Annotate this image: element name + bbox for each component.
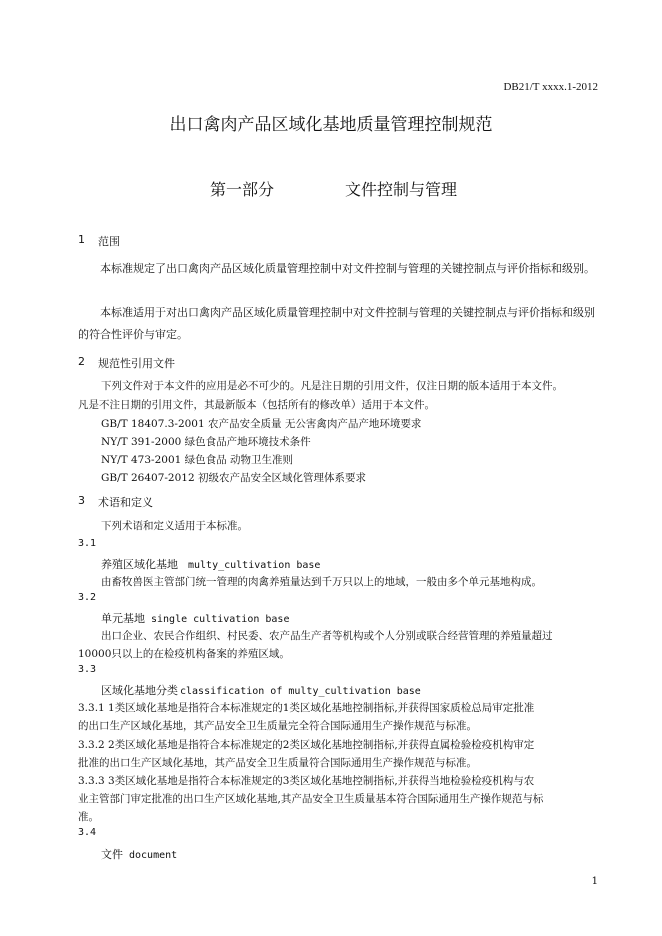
clause-3-3-3-line-1: 3.3.3 3类区域化基地是指符合本标准规定的3类区域化基地控制指标,并获得当地检验检疫机构与农: [78, 775, 535, 787]
section-3-intro: 下列术语和定义适用于本标准。: [101, 520, 248, 532]
term-3-2-number: 3.2: [78, 592, 97, 603]
page-number: 1: [591, 876, 598, 887]
section-2-paragraph-line-1: 下列文件对于本文件的应用是必不可少的。凡是注日期的引用文件，仅注日期的版本适用于本文件。: [101, 380, 563, 392]
term-3-4-number: 3.4: [78, 827, 97, 838]
reference-item: NY/T 473-2001 绿色食品 动物卫生准则: [101, 454, 293, 466]
section-2-number: 2: [78, 355, 85, 368]
reference-item: GB/T 26407-2012 初级农产品安全区域化管理体系要求: [101, 472, 366, 484]
term-3-4-name: [101, 846, 177, 862]
section-1-paragraph-1: 本标准规定了出口禽肉产品区域化质量管理控制中对文件控制与管理的关键控制点与评价指标和级别。: [100, 262, 595, 275]
term-3-1-definition: 由畜牧兽医主管部门统一管理的肉禽养殖量达到千万只以上的地域，一般由多个单元基地构成。: [101, 576, 542, 588]
section-1-paragraph-2: 本标准适用于对出口禽肉产品区域化质量管理控制中对文件控制与管理的关键控制点与评价指标和级别的符合性评价与审定。: [78, 306, 595, 341]
clause-3-3-2-line-1: 3.3.2 2类区域化基地是指符合本标准规定的2类区域化基地控制指标,并获得直属检验检疫机构审定: [78, 739, 535, 751]
clause-3-3-3-line-3: 准。: [78, 811, 99, 823]
reference-item: NY/T 391-2000 绿色食品产地环境技术条件: [101, 436, 311, 448]
term-3-3-name: [101, 682, 421, 698]
term-3-2-english: single cultivation base: [151, 614, 290, 625]
term-3-3-english: classification of multy_cultivation base: [180, 686, 421, 697]
reference-item: GB/T 18407.3-2001 农产品安全质量 无公害禽肉产品产地环境要求: [101, 418, 422, 430]
term-3-4-term: 文件: [101, 848, 123, 861]
term-3-2-definition-line-1: 出口企业、农民合作组织、村民委、农产品生产者等机构或个人分别或联合经营管理的养殖量超过: [101, 630, 553, 642]
section-2-paragraph-line-2: 凡是不注日期的引用文件，其最新版本（包括所有的修改单）适用于本文件。: [78, 399, 435, 411]
term-3-3-number: 3.3: [78, 664, 97, 675]
section-3-title: 术语和定义: [98, 496, 153, 509]
section-1-number: 1: [78, 233, 85, 246]
clause-3-3-2-line-2: 批准的出口生产区域化基地，其产品安全卫生质量符合国际通用生产操作规范与标准。: [78, 757, 477, 769]
term-3-2-definition-line-2: 10000只以上的在检疫机构备案的养殖区域。: [78, 648, 290, 660]
term-3-3-term: 区域化基地分类: [101, 684, 178, 697]
clause-3-3-3-line-2: 业主管部门审定批准的出口生产区域化基地,其产品安全卫生质量基本符合国际通用生产操作规范与标: [78, 793, 544, 805]
term-3-1-name: [101, 556, 320, 572]
section-2-title: 规范性引用文件: [98, 357, 175, 370]
term-3-1-term: 养殖区域化基地: [101, 558, 178, 571]
section-1-title: 范围: [98, 235, 120, 248]
document-title: 出口禽肉产品区域化基地质量管理控制规范: [169, 115, 493, 135]
term-3-1-number: 3.1: [78, 538, 97, 549]
clause-3-3-1-line-2: 的出口生产区域化基地，其产品安全卫生质量完全符合国际通用生产操作规范与标准。: [78, 720, 477, 732]
document-code: DB21/T xxxx.1-2012: [503, 81, 598, 93]
term-3-4-english: document: [129, 850, 178, 861]
term-3-1-english: multy_cultivation base: [188, 560, 321, 571]
term-3-2-term: 单元基地: [101, 612, 145, 625]
part-label: 第一部分: [210, 180, 275, 199]
section-3-number: 3: [78, 494, 85, 507]
term-3-2-name: [101, 610, 289, 626]
clause-3-3-1-line-1: 3.3.1 1类区域化基地是指符合本标准规定的1类区域化基地控制指标,并获得国家质检总局审定批准: [78, 702, 535, 714]
part-name: 文件控制与管理: [345, 180, 458, 199]
